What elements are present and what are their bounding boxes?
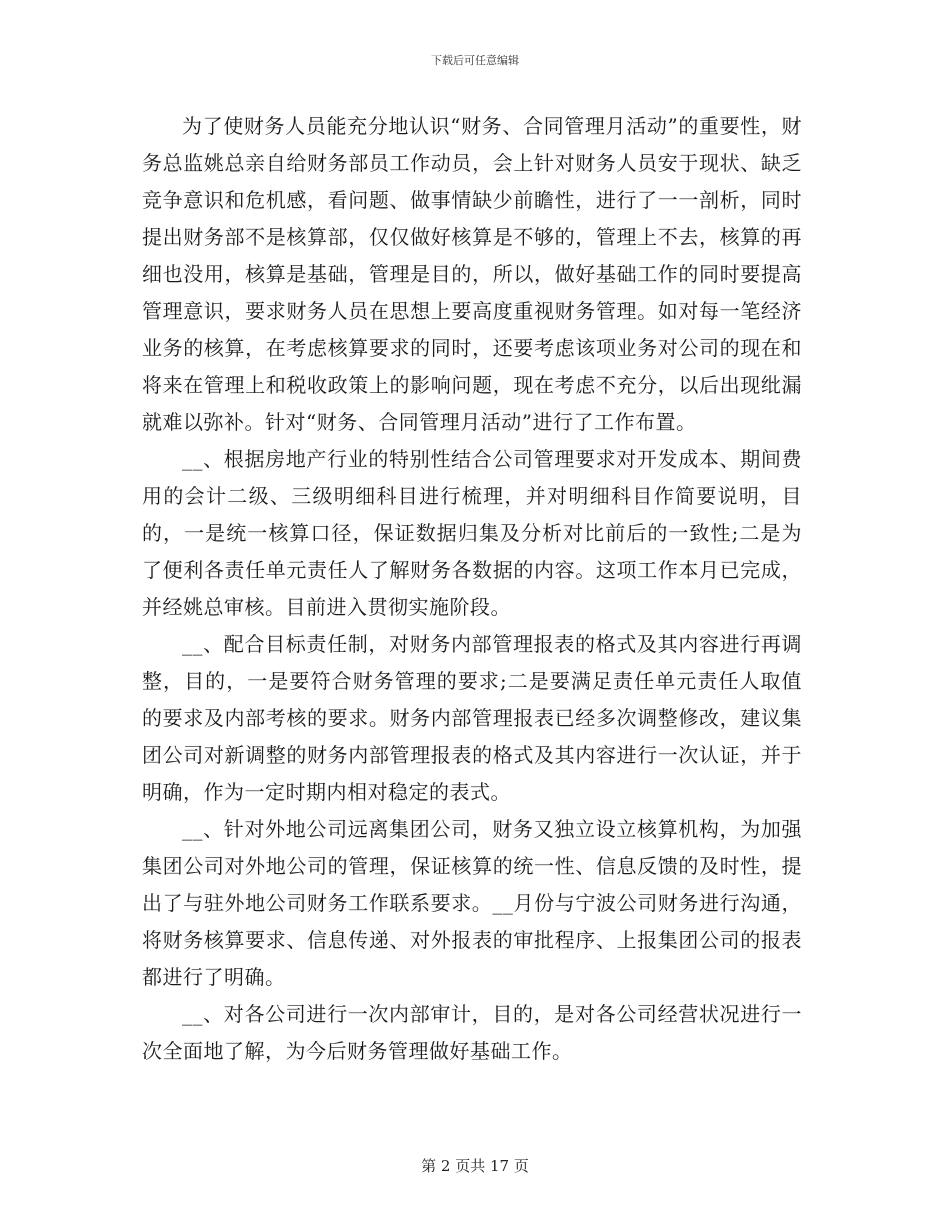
- page-number-footer: 第 2 页共 17 页: [421, 1157, 529, 1175]
- page-header: 下载后可任意编辑: [431, 54, 519, 67]
- paragraph-item-3: __、针对外地公司远离集团公司，财务又独立设立核算机构，为加强集团公司对外地公司的管理，保证核算的统一性、信息反馈的及时性，提出了与驻外地公司财务工作联系要求。__月份与宁波公司财务进行沟通，将财务核算要求、信息传递、对外报表的审批程序、上报集团公司的报表都进行了明确。: [142, 817, 802, 989]
- paragraph-item-1: __、根据房地产行业的特别性结合公司管理要求对开发成本、期间费用的会计二级、三级明细科目进行梳理，并对明细科目作简要说明，目的，一是统一核算口径，保证数据归集及分析对比前后的一致性;二是为了便利各责任单元责任人了解财务各数据的内容。这项工作本月已完成，并经姚总审核。目前进入贯彻实施阶段。: [142, 447, 802, 619]
- paragraph-item-4: __、对各公司进行一次内部审计，目的，是对各公司经营状况进行一次全面地了解，为今后财务管理做好基础工作。: [142, 1002, 802, 1063]
- paragraph-intro: 为了使财务人员能充分地认识“财务、合同管理月活动”的重要性，财务总监姚总亲自给财务部员工作动员，会上针对财务人员安于现状、缺乏竞争意识和危机感，看问题、做事情缺少前瞻性，进行了一一剖析，同时提出财务部不是核算部，仅仅做好核算是不够的，管理上不去，核算的再细也没用，核算是基础，管理是目的，所以，做好基础工作的同时要提高管理意识，要求财务人员在思想上要高度重视财务管理。如对每一笔经济业务的核算，在考虑核算要求的同时，还要考虑该项业务对公司的现在和将来在管理上和税收政策上的影响问题，现在考虑不充分，以后出现纰漏就难以弥补。针对“财务、合同管理月活动”进行了工作布置。: [142, 114, 802, 434]
- paragraph-item-2: __、配合目标责任制，对财务内部管理报表的格式及其内容进行再调整，目的，一是要符合财务管理的要求;二是要满足责任单元责任人取值的要求及内部考核的要求。财务内部管理报表已经多次调整修改，建议集团公司对新调整的财务内部管理报表的格式及其内容进行一次认证，并于明确，作为一定时期内相对稳定的表式。: [142, 632, 802, 804]
- document-body: [142, 108, 802, 1070]
